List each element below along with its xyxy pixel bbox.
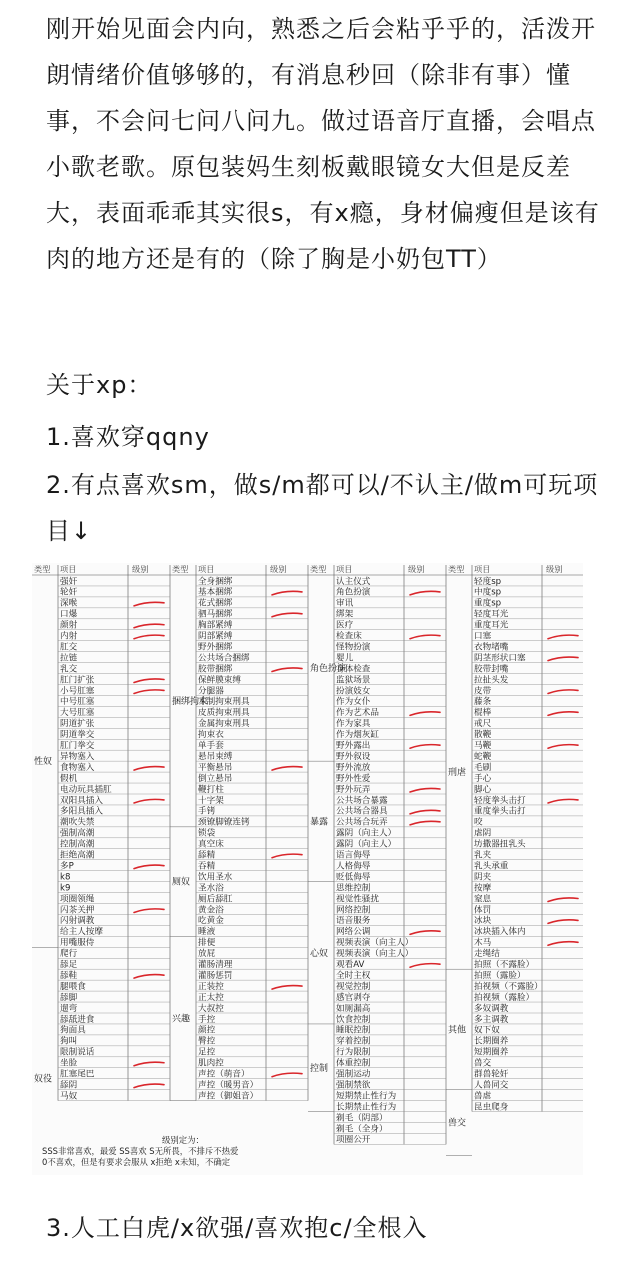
table-item-cell: 金属拘束刑具 — [198, 719, 250, 730]
table-item-cell: 拉扯头发 — [474, 675, 509, 686]
level-mark — [410, 931, 440, 935]
table-item-cell: 用嘴服侍 — [60, 938, 95, 949]
table-item-cell: 公共场合捆绑 — [198, 653, 250, 664]
table-item-cell: 检查床 — [336, 631, 362, 642]
level-mark — [548, 799, 578, 803]
table-item-cell: 拍照（露脸） — [474, 970, 526, 981]
table-item-cell: 项圈公开 — [336, 1135, 371, 1146]
table-item-cell: 爬行 — [60, 949, 78, 960]
table-item-cell: 按摩 — [474, 883, 492, 894]
table-item-cell: 露阴（向主人） — [336, 839, 397, 850]
table-item-cell: 正太控 — [198, 992, 224, 1003]
table-item-cell: 衣物堵嘴 — [474, 642, 509, 653]
table-item-cell: 野外玩弄 — [336, 784, 371, 795]
table-legend-line: SSS非常喜欢，最爱 SS喜欢 S无所畏，不排斥不热爱 — [42, 1146, 239, 1156]
table-item-cell: 兽虐 — [474, 1091, 492, 1102]
table-item-cell: 颈镣脚镣连铐 — [198, 817, 250, 828]
table-item-cell: 公共场合暴露 — [336, 795, 388, 806]
table-item-cell: 怪物扮演 — [336, 642, 371, 653]
table-item-cell: 大叔控 — [198, 1003, 224, 1014]
table-item-cell: 坐脸 — [60, 1058, 78, 1069]
table-item-cell: 全身捆绑 — [198, 576, 233, 587]
table-item-cell: 轻度sp — [474, 576, 502, 587]
table-item-cell: 胶带封嘴 — [474, 664, 509, 675]
table-item-cell: 舔舐进食 — [60, 1014, 95, 1025]
table-item-cell: 戒尺 — [474, 719, 492, 730]
table-item-cell: 多主调教 — [474, 1014, 509, 1025]
table-header-cell: 级别 — [546, 564, 563, 574]
table-item-cell: 乳夹 — [474, 850, 492, 861]
table-item-cell: 虐阴 — [474, 828, 492, 839]
table-item-cell: 思维控制 — [336, 883, 371, 894]
table-item-cell: 声控（御姐音） — [198, 1091, 259, 1102]
table-item-cell: 肛塞尾巴 — [60, 1069, 95, 1080]
table-item-cell: 认主仪式 — [336, 576, 371, 587]
table-header-cell: 项目 — [474, 564, 491, 574]
level-mark — [134, 602, 164, 606]
table-item-cell: k9 — [60, 883, 71, 894]
table-item-cell: 手控 — [198, 1014, 216, 1025]
table-item-cell: 手铐 — [198, 806, 216, 817]
table-item-cell: 多P — [60, 861, 74, 872]
table-item-cell: 行为限制 — [336, 1047, 371, 1058]
table-header-cell: 级别 — [132, 564, 149, 574]
table-item-cell: 中度sp — [474, 587, 502, 598]
table-item-cell: 强制禁欲 — [336, 1080, 371, 1091]
list-item-1: 1.喜欢穿qqny — [46, 423, 210, 451]
table-item-cell: 感官剥夺 — [336, 992, 371, 1003]
table-item-cell: 遛弯 — [60, 1003, 78, 1014]
table-item-cell: 保鲜膜束缚 — [198, 675, 241, 686]
level-mark — [272, 1073, 302, 1077]
level-mark — [134, 690, 164, 694]
table-item-cell: 臀控 — [198, 1036, 216, 1047]
table-item-cell: 剃毛（阴部） — [336, 1113, 388, 1124]
table-item-cell: k8 — [60, 872, 71, 883]
table-item-cell: 狗叫 — [60, 1036, 78, 1047]
level-mark — [410, 635, 440, 639]
table-category-cell: 兽交 — [448, 1118, 467, 1129]
table-item-cell: 兽交 — [474, 1058, 492, 1069]
table-item-cell: 大号肛塞 — [60, 708, 95, 719]
table-item-cell: 阴道拳交 — [60, 730, 95, 741]
table-item-cell: 电动玩具插肛 — [60, 784, 112, 795]
table-item-cell: 声控（暖男音） — [198, 1080, 259, 1091]
level-mark — [272, 613, 302, 617]
table-item-cell: 露阴（向主人） — [336, 828, 397, 839]
preference-table — [32, 563, 583, 1175]
table-item-cell: 舔足 — [60, 960, 78, 970]
table-item-cell: 分腿器 — [198, 686, 224, 697]
table-item-cell: 轮奸 — [60, 587, 78, 598]
table-item-cell: 视觉控制 — [336, 981, 371, 992]
table-item-cell: 多阳具插入 — [60, 806, 103, 817]
table-item-cell: 放屁 — [198, 949, 216, 960]
level-mark — [548, 745, 578, 749]
level-mark — [410, 810, 440, 814]
table-item-cell: 医疗 — [336, 620, 354, 631]
table-item-cell: 蛇鞭 — [474, 751, 492, 762]
list-item-2: 2.有点喜欢sm，做s/m都可以/不认主/做m可玩项目↓ — [46, 471, 599, 545]
table-item-cell: 手心 — [474, 773, 492, 784]
table-category-cell: 控制 — [310, 1063, 329, 1074]
table-category-cell: 心奴 — [310, 948, 329, 959]
table-item-cell: 限制说话 — [60, 1047, 95, 1058]
table-item-cell: 人格侮辱 — [336, 861, 371, 872]
table-item-cell: 奴下奴 — [474, 1025, 500, 1036]
level-mark — [134, 1062, 164, 1066]
table-item-cell: 冰块插入体内 — [474, 927, 526, 938]
table-header-cell: 类型 — [448, 564, 465, 574]
table-item-cell: 毛刷 — [474, 762, 492, 773]
level-mark — [134, 624, 164, 628]
table-item-cell: 饮用圣水 — [198, 872, 233, 883]
level-mark — [134, 679, 164, 683]
table-item-cell: 网络控制 — [336, 905, 371, 916]
list-item-3: 3.人工白虎/x欲强/喜欢抱c/全根入 — [46, 1214, 428, 1242]
table-item-cell: 婴儿 — [336, 653, 354, 664]
level-mark — [134, 799, 164, 803]
table-item-cell: 木马 — [474, 938, 492, 949]
table-category-cell: 其他 — [448, 1025, 467, 1036]
level-mark — [134, 909, 164, 913]
table-item-cell: 拘束衣 — [198, 730, 224, 741]
table-item-cell: 野外叙设 — [336, 751, 371, 762]
table-item-cell: 吞精 — [198, 861, 216, 872]
table-item-cell: 窒息 — [474, 894, 492, 905]
level-mark — [410, 591, 440, 595]
table-item-cell: 重度拳头击打 — [474, 806, 526, 817]
table-item-cell: 审讯 — [336, 598, 354, 609]
table-item-cell: 肌肉控 — [198, 1058, 224, 1069]
table-item-cell: 走绳结 — [474, 949, 500, 960]
table-item-cell: 真空床 — [198, 839, 224, 850]
level-mark — [410, 788, 440, 792]
table-item-cell: 颜控 — [198, 1025, 216, 1036]
table-item-cell: 舔鞋 — [60, 970, 78, 981]
table-item-cell: 灌肠清理 — [198, 960, 233, 970]
table-item-cell: 全时主权 — [336, 970, 371, 981]
preference-table-image — [32, 563, 583, 1175]
level-mark — [410, 712, 440, 716]
table-item-cell: 深喉 — [60, 598, 78, 609]
table-item-cell: 闪射调教 — [60, 916, 95, 927]
table-item-cell: 肛门拳交 — [60, 741, 95, 751]
table-item-cell: 长期禁止性行为 — [336, 1102, 397, 1113]
table-item-cell: 乳交 — [60, 664, 78, 675]
level-mark — [272, 767, 302, 771]
table-header-cell: 类型 — [34, 564, 51, 574]
table-category-cell: 兴趣 — [172, 1014, 191, 1025]
table-item-cell: 拍照（不露脸） — [474, 960, 535, 970]
table-item-cell: 长期圈养 — [474, 1036, 509, 1047]
table-item-cell: 乳头承重 — [474, 861, 509, 872]
table-item-cell: 重度sp — [474, 598, 502, 609]
level-mark — [548, 690, 578, 694]
table-item-cell: 咬 — [474, 817, 483, 828]
table-item-cell: 舔阴 — [60, 1080, 78, 1091]
table-item-cell: 食物塞入 — [60, 762, 95, 773]
table-legend-line: 级别定为： — [162, 1135, 204, 1145]
table-item-cell: 重度耳光 — [474, 620, 509, 631]
table-item-cell: 阴夹 — [474, 872, 492, 883]
table-item-cell: 轻度拳头击打 — [474, 795, 526, 806]
table-category-cell: 奴役 — [34, 1074, 53, 1085]
table-item-cell: 阴茎形状口塞 — [474, 653, 526, 664]
level-mark — [134, 635, 164, 639]
table-category-cell: 性奴 — [34, 757, 53, 768]
table-header-cell: 类型 — [172, 564, 189, 574]
table-item-cell: 阴道扩张 — [60, 719, 95, 730]
table-item-cell: 公共场合器具 — [336, 806, 388, 817]
table-item-cell: 野外流放 — [336, 762, 371, 773]
level-mark — [548, 920, 578, 924]
level-mark — [272, 591, 302, 595]
table-item-cell: 倒立悬吊 — [198, 773, 233, 784]
level-mark — [410, 821, 440, 825]
table-item-cell: 排便 — [198, 938, 216, 949]
table-item-cell: 野外捆绑 — [198, 642, 233, 653]
table-item-cell: 藤条 — [474, 697, 492, 708]
table-category-cell: 暴露 — [310, 817, 329, 828]
table-item-cell: 拉链 — [60, 653, 78, 664]
table-item-cell: 小号肛塞 — [60, 686, 95, 697]
table-header-cell: 类型 — [310, 564, 327, 574]
table-item-cell: 给主人按摩 — [60, 927, 103, 938]
level-mark — [548, 942, 578, 946]
table-item-cell: 强制运动 — [336, 1069, 371, 1080]
table-item-cell: 轻度耳光 — [474, 609, 509, 620]
level-mark — [134, 865, 164, 869]
table-item-cell: 视觉性骚扰 — [336, 894, 379, 905]
table-item-cell: 群兽轮奸 — [474, 1069, 509, 1080]
table-item-cell: 体重控制 — [336, 1058, 371, 1069]
table-item-cell: 狗面具 — [60, 1025, 86, 1036]
table-item-cell: 肛交 — [60, 642, 78, 653]
table-item-cell: 语言侮辱 — [336, 850, 371, 861]
table-item-cell: 十字架 — [198, 795, 224, 806]
table-item-cell: 穿着控制 — [336, 1036, 371, 1047]
table-item-cell: 阴部紧缚 — [198, 631, 233, 642]
table-item-cell: 黄金浴 — [198, 905, 224, 916]
table-item-cell: 饮食控制 — [336, 1014, 371, 1025]
table-category-cell: 厕奴 — [172, 877, 191, 888]
table-item-cell: 短期禁止性行为 — [336, 1091, 397, 1102]
table-item-cell: 强制高潮 — [60, 828, 95, 839]
table-item-cell: 厕后舔肛 — [198, 894, 233, 905]
table-item-cell: 口爆 — [60, 609, 78, 620]
table-header-cell: 项目 — [60, 564, 77, 574]
table-item-cell: 贬低侮辱 — [336, 872, 371, 883]
table-item-cell: 野外露出 — [336, 741, 371, 751]
level-mark — [272, 854, 302, 858]
table-category-cell: 角色扮演 — [310, 664, 347, 675]
table-item-cell: 强奸 — [60, 576, 78, 587]
level-mark — [410, 964, 440, 968]
table-item-cell: 皮质拘束刑具 — [198, 708, 250, 719]
level-mark — [134, 975, 164, 979]
table-item-cell: 作为烟灰缸 — [336, 730, 379, 741]
table-item-cell: 声控（萌音） — [198, 1069, 250, 1080]
table-item-cell: 网络公调 — [336, 927, 371, 938]
table-item-cell: 控制高潮 — [60, 839, 95, 850]
table-item-cell: 腿喂食 — [60, 981, 86, 992]
table-item-cell: 脚心 — [474, 784, 492, 795]
table-item-cell: 语音服务 — [336, 916, 371, 927]
table-item-cell: 足控 — [198, 1047, 216, 1058]
table-item-cell: 项圈领绳 — [60, 894, 95, 905]
level-mark — [272, 668, 302, 672]
table-item-cell: 冰块 — [474, 916, 492, 927]
table-item-cell: 潮吹失禁 — [60, 817, 95, 828]
table-item-cell: 颜射 — [60, 620, 78, 631]
table-item-cell: 闪茶关押 — [60, 905, 95, 916]
table-item-cell: 多奴调教 — [474, 1003, 509, 1014]
table-item-cell: 拍视频（不露脸） — [474, 981, 543, 992]
table-item-cell: 如厕漏高 — [336, 1003, 371, 1014]
table-item-cell: 基本捆绑 — [198, 587, 233, 598]
table-item-cell: 棍棒 — [474, 708, 492, 719]
level-mark — [410, 745, 440, 749]
table-item-cell: 吃黄金 — [198, 916, 224, 927]
table-item-cell: 观看AV — [336, 960, 365, 970]
table-item-cell: 胶带捆绑 — [198, 664, 233, 675]
table-item-cell: 异物塞入 — [60, 751, 95, 762]
level-mark — [134, 1084, 164, 1088]
table-item-cell: 拍视频（露脸） — [474, 992, 535, 1003]
table-legend-line: 0不喜欢，但是有要求会服从 x拒绝 x未知，不确定 — [42, 1157, 231, 1167]
table-category-cell: 捆绑拘束 — [172, 696, 209, 707]
table-item-cell: 双阳具插入 — [60, 795, 103, 806]
table-item-cell: 坊撒器扭乳头 — [474, 839, 526, 850]
table-item-cell: 肛门扩张 — [60, 675, 95, 686]
table-item-cell: 内射 — [60, 631, 78, 642]
level-mark — [272, 986, 302, 990]
table-item-cell: 皮带 — [474, 686, 492, 697]
level-mark — [548, 712, 578, 716]
table-item-cell: 假机 — [60, 773, 78, 784]
xp-heading: 关于xp： — [46, 371, 153, 399]
table-item-cell: 胸部紧缚 — [198, 620, 233, 631]
table-item-cell: 口塞 — [474, 631, 492, 642]
table-item-cell: 散鞭 — [474, 730, 492, 741]
table-item-cell: 正装控 — [198, 981, 224, 992]
table-item-cell: 驷马捆绑 — [198, 609, 233, 620]
table-item-cell: 短期圈养 — [474, 1047, 509, 1058]
level-mark — [548, 657, 578, 661]
table-item-cell: 角色扮演 — [336, 587, 371, 598]
table-item-cell: 体罚 — [474, 905, 492, 916]
table-item-cell: 作为艺术品 — [336, 708, 379, 719]
table-item-cell: 绑架 — [336, 609, 354, 620]
table-item-cell: 鞭打柱 — [198, 784, 224, 795]
table-item-cell: 睡液 — [198, 927, 216, 938]
table-item-cell: 监狱场景 — [336, 675, 371, 686]
table-header-cell: 项目 — [336, 564, 353, 574]
table-item-cell: 圣水浴 — [198, 883, 224, 894]
table-item-cell: 作为女仆 — [336, 697, 371, 708]
table-item-cell: 公共场合玩弄 — [336, 817, 388, 828]
table-item-cell: 木制拘束刑具 — [198, 697, 250, 708]
table-item-cell: 视频表演（向主人） — [336, 938, 414, 949]
table-item-cell: 锁袋 — [198, 828, 216, 839]
table-item-cell: 拒绝高潮 — [60, 850, 95, 861]
table-item-cell: 马奴 — [60, 1091, 78, 1102]
table-item-cell: 身体检查 — [336, 664, 371, 675]
table-item-cell: 睡眠控制 — [336, 1025, 371, 1036]
table-item-cell: 作为家具 — [336, 719, 371, 730]
level-mark — [548, 898, 578, 902]
table-item-cell: 野外性爱 — [336, 773, 371, 784]
table-item-cell: 舔脚 — [60, 992, 78, 1003]
table-item-cell: 视频表演（向主人） — [336, 949, 414, 960]
table-item-cell: 花式捆绑 — [198, 598, 233, 609]
level-mark — [134, 767, 164, 771]
table-item-cell: 平衡悬吊 — [198, 762, 233, 773]
table-item-cell: 灌肠惩罚 — [198, 970, 233, 981]
table-category-cell: 刑虐 — [448, 768, 467, 779]
table-item-cell: 单手套 — [198, 741, 224, 751]
table-item-cell: 舔精 — [198, 850, 216, 861]
table-item-cell: 悬吊束缚 — [198, 751, 233, 762]
table-item-cell: 中号肛塞 — [60, 697, 95, 708]
table-header-cell: 级别 — [270, 564, 287, 574]
table-item-cell: 扮演妓女 — [336, 686, 371, 697]
table-header-cell: 级别 — [408, 564, 425, 574]
table-item-cell: 昆虫爬身 — [474, 1102, 509, 1113]
level-mark — [548, 635, 578, 639]
table-item-cell: 人兽同交 — [474, 1080, 509, 1091]
table-header-cell: 项目 — [198, 564, 215, 574]
table-item-cell: 马鞭 — [474, 741, 492, 751]
table-item-cell: 剃毛（全身） — [336, 1124, 388, 1135]
intro-paragraph: 刚开始见面会内向，熟悉之后会粘乎乎的，活泼开朗情绪价值够够的，有消息秒回（除非有事）懂事，不会问七问八问九。做过语音厅直播，会唱点小歌老歌。原包装妈生刻板戴眼镜女大但是反差大，表面乖乖其实很s，有x瘾，身材偏瘦但是该有肉的地方还是有的（除了胸是小奶包TT） — [46, 15, 600, 273]
